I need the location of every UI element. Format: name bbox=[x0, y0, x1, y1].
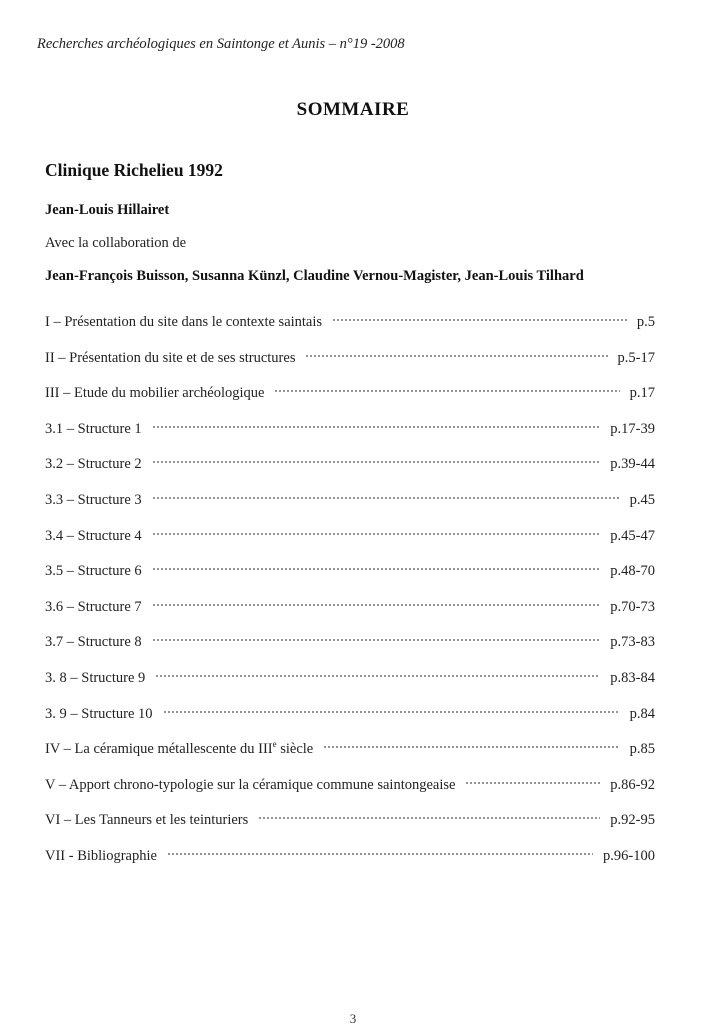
toc-entry bbox=[45, 314, 655, 350]
toc-entry bbox=[45, 421, 655, 457]
toc-entry-label-text: 3.3 – Structure 3 bbox=[45, 491, 142, 508]
toc-dot-leader bbox=[152, 602, 601, 608]
toc-entry-label bbox=[45, 812, 248, 829]
toc-entry-label-text: 3. 9 – Structure 10 bbox=[45, 705, 153, 722]
toc-entry-label bbox=[45, 670, 145, 687]
toc-dot-leader bbox=[465, 780, 600, 786]
section-title: Clinique Richelieu 1992 bbox=[45, 160, 223, 180]
toc-entry-page: p.45-47 bbox=[610, 527, 655, 544]
toc-entry bbox=[45, 599, 655, 635]
toc-entry-page: p.84 bbox=[629, 705, 655, 722]
toc-dot-leader bbox=[155, 673, 600, 679]
toc-entry-label bbox=[45, 706, 153, 723]
toc-entry-page: p.17 bbox=[629, 385, 655, 402]
toc-entry-label-suffix: siècle bbox=[276, 741, 314, 758]
toc-dot-leader bbox=[305, 353, 607, 359]
toc-entry-label-text: 3.2 – Structure 2 bbox=[45, 456, 142, 473]
toc-entry-page: p.39-44 bbox=[610, 456, 655, 473]
toc-entry-page: p.5 bbox=[636, 314, 655, 330]
toc-entry bbox=[45, 350, 655, 386]
toc-entry-page: p.92-95 bbox=[610, 812, 655, 829]
toc-entry-label-text: VI – Les Tanneurs et les teinturiers bbox=[45, 812, 249, 829]
toc-entry-label-text: I – Présentation du site dans le contexte saintais bbox=[45, 314, 323, 330]
toc-entry bbox=[45, 848, 655, 884]
toc-entry bbox=[45, 385, 655, 421]
toc-entry bbox=[45, 528, 655, 564]
toc-entry-page: p.17-39 bbox=[610, 420, 655, 437]
toc-entry-label-text: 3. 8 – Structure 9 bbox=[45, 669, 146, 686]
toc-entry-label-text: 3.7 – Structure 8 bbox=[45, 634, 142, 651]
toc-entry-label bbox=[45, 528, 142, 545]
toc-entry-page: p.70-73 bbox=[610, 598, 655, 615]
toc-entry-label bbox=[45, 563, 142, 580]
toc-entry-label-text: 3.4 – Structure 4 bbox=[45, 527, 142, 544]
toc-dot-leader bbox=[274, 388, 619, 394]
toc-entry-label-text: VII - Bibliographie bbox=[45, 847, 157, 864]
toc-entry-label bbox=[45, 314, 322, 331]
toc-entry bbox=[45, 456, 655, 492]
toc-entry-label bbox=[45, 350, 295, 367]
toc-entry bbox=[45, 812, 655, 848]
toc-entry-label-superscript: e bbox=[272, 739, 277, 750]
toc-entry-label-text: 3.5 – Structure 6 bbox=[45, 563, 142, 580]
toc-entry bbox=[45, 563, 655, 599]
toc-dot-leader bbox=[167, 851, 593, 857]
table-of-contents bbox=[45, 314, 655, 884]
toc-entry bbox=[45, 670, 655, 706]
toc-entry bbox=[45, 706, 655, 742]
toc-entry-label bbox=[45, 741, 313, 758]
toc-entry-page: p.45 bbox=[629, 491, 655, 508]
toc-entry bbox=[45, 777, 655, 813]
toc-entry-page: p.73-83 bbox=[610, 634, 655, 651]
toc-dot-leader bbox=[152, 459, 601, 465]
toc-entry-page: p.86-92 bbox=[610, 776, 655, 793]
toc-dot-leader bbox=[152, 531, 601, 537]
toc-dot-leader bbox=[152, 495, 620, 501]
toc-dot-leader bbox=[152, 566, 601, 572]
toc-entry-label bbox=[45, 456, 142, 473]
toc-entry-label-text: 3.1 – Structure 1 bbox=[45, 420, 142, 437]
toc-entry-page: p.85 bbox=[629, 741, 655, 758]
toc-entry-page: p.96-100 bbox=[603, 847, 655, 864]
toc-dot-leader bbox=[152, 637, 601, 643]
toc-entry-label bbox=[45, 599, 142, 616]
toc-entry-page: p.48-70 bbox=[610, 563, 655, 580]
toc-entry-page: p.83-84 bbox=[610, 669, 655, 686]
toc-entry-label-text: 3.6 – Structure 7 bbox=[45, 598, 142, 615]
toc-entry bbox=[45, 741, 655, 777]
toc-entry-label bbox=[45, 421, 142, 438]
toc-dot-leader bbox=[258, 815, 600, 821]
toc-dot-leader bbox=[323, 744, 619, 750]
toc-entry-label bbox=[45, 492, 142, 509]
toc-entry bbox=[45, 492, 655, 528]
toc-entry-page: p.5-17 bbox=[617, 349, 655, 366]
toc-entry-label-text: IV – La céramique métallescente du III bbox=[45, 741, 273, 758]
toc-entry-label bbox=[45, 385, 264, 402]
page-title: SOMMAIRE bbox=[296, 99, 410, 120]
toc-dot-leader bbox=[163, 709, 620, 715]
collaboration-label: Avec la collaboration de bbox=[45, 235, 187, 251]
toc-entry-label bbox=[45, 634, 142, 651]
toc-entry-label-text: III – Etude du mobilier archéologique bbox=[45, 385, 265, 402]
toc-entry-label bbox=[45, 777, 455, 794]
toc-entry bbox=[45, 634, 655, 670]
toc-entry-label bbox=[45, 848, 157, 865]
toc-entry-label-text: V – Apport chrono-typologie sur la céramique commune saintongeaise bbox=[45, 776, 456, 793]
toc-dot-leader bbox=[152, 424, 601, 430]
page-number: 3 bbox=[349, 1011, 357, 1026]
contributors-list: Jean-François Buisson, Susanna Künzl, Claudine Vernou-Magister, Jean-Louis Tilhard bbox=[45, 268, 584, 284]
running-header: Recherches archéologiques en Saintonge et Aunis – n°19 -2008 bbox=[37, 36, 405, 52]
toc-entry-label-text: II – Présentation du site et de ses structures bbox=[45, 349, 296, 366]
toc-dot-leader bbox=[332, 317, 627, 323]
author-name: Jean-Louis Hillairet bbox=[45, 202, 170, 218]
